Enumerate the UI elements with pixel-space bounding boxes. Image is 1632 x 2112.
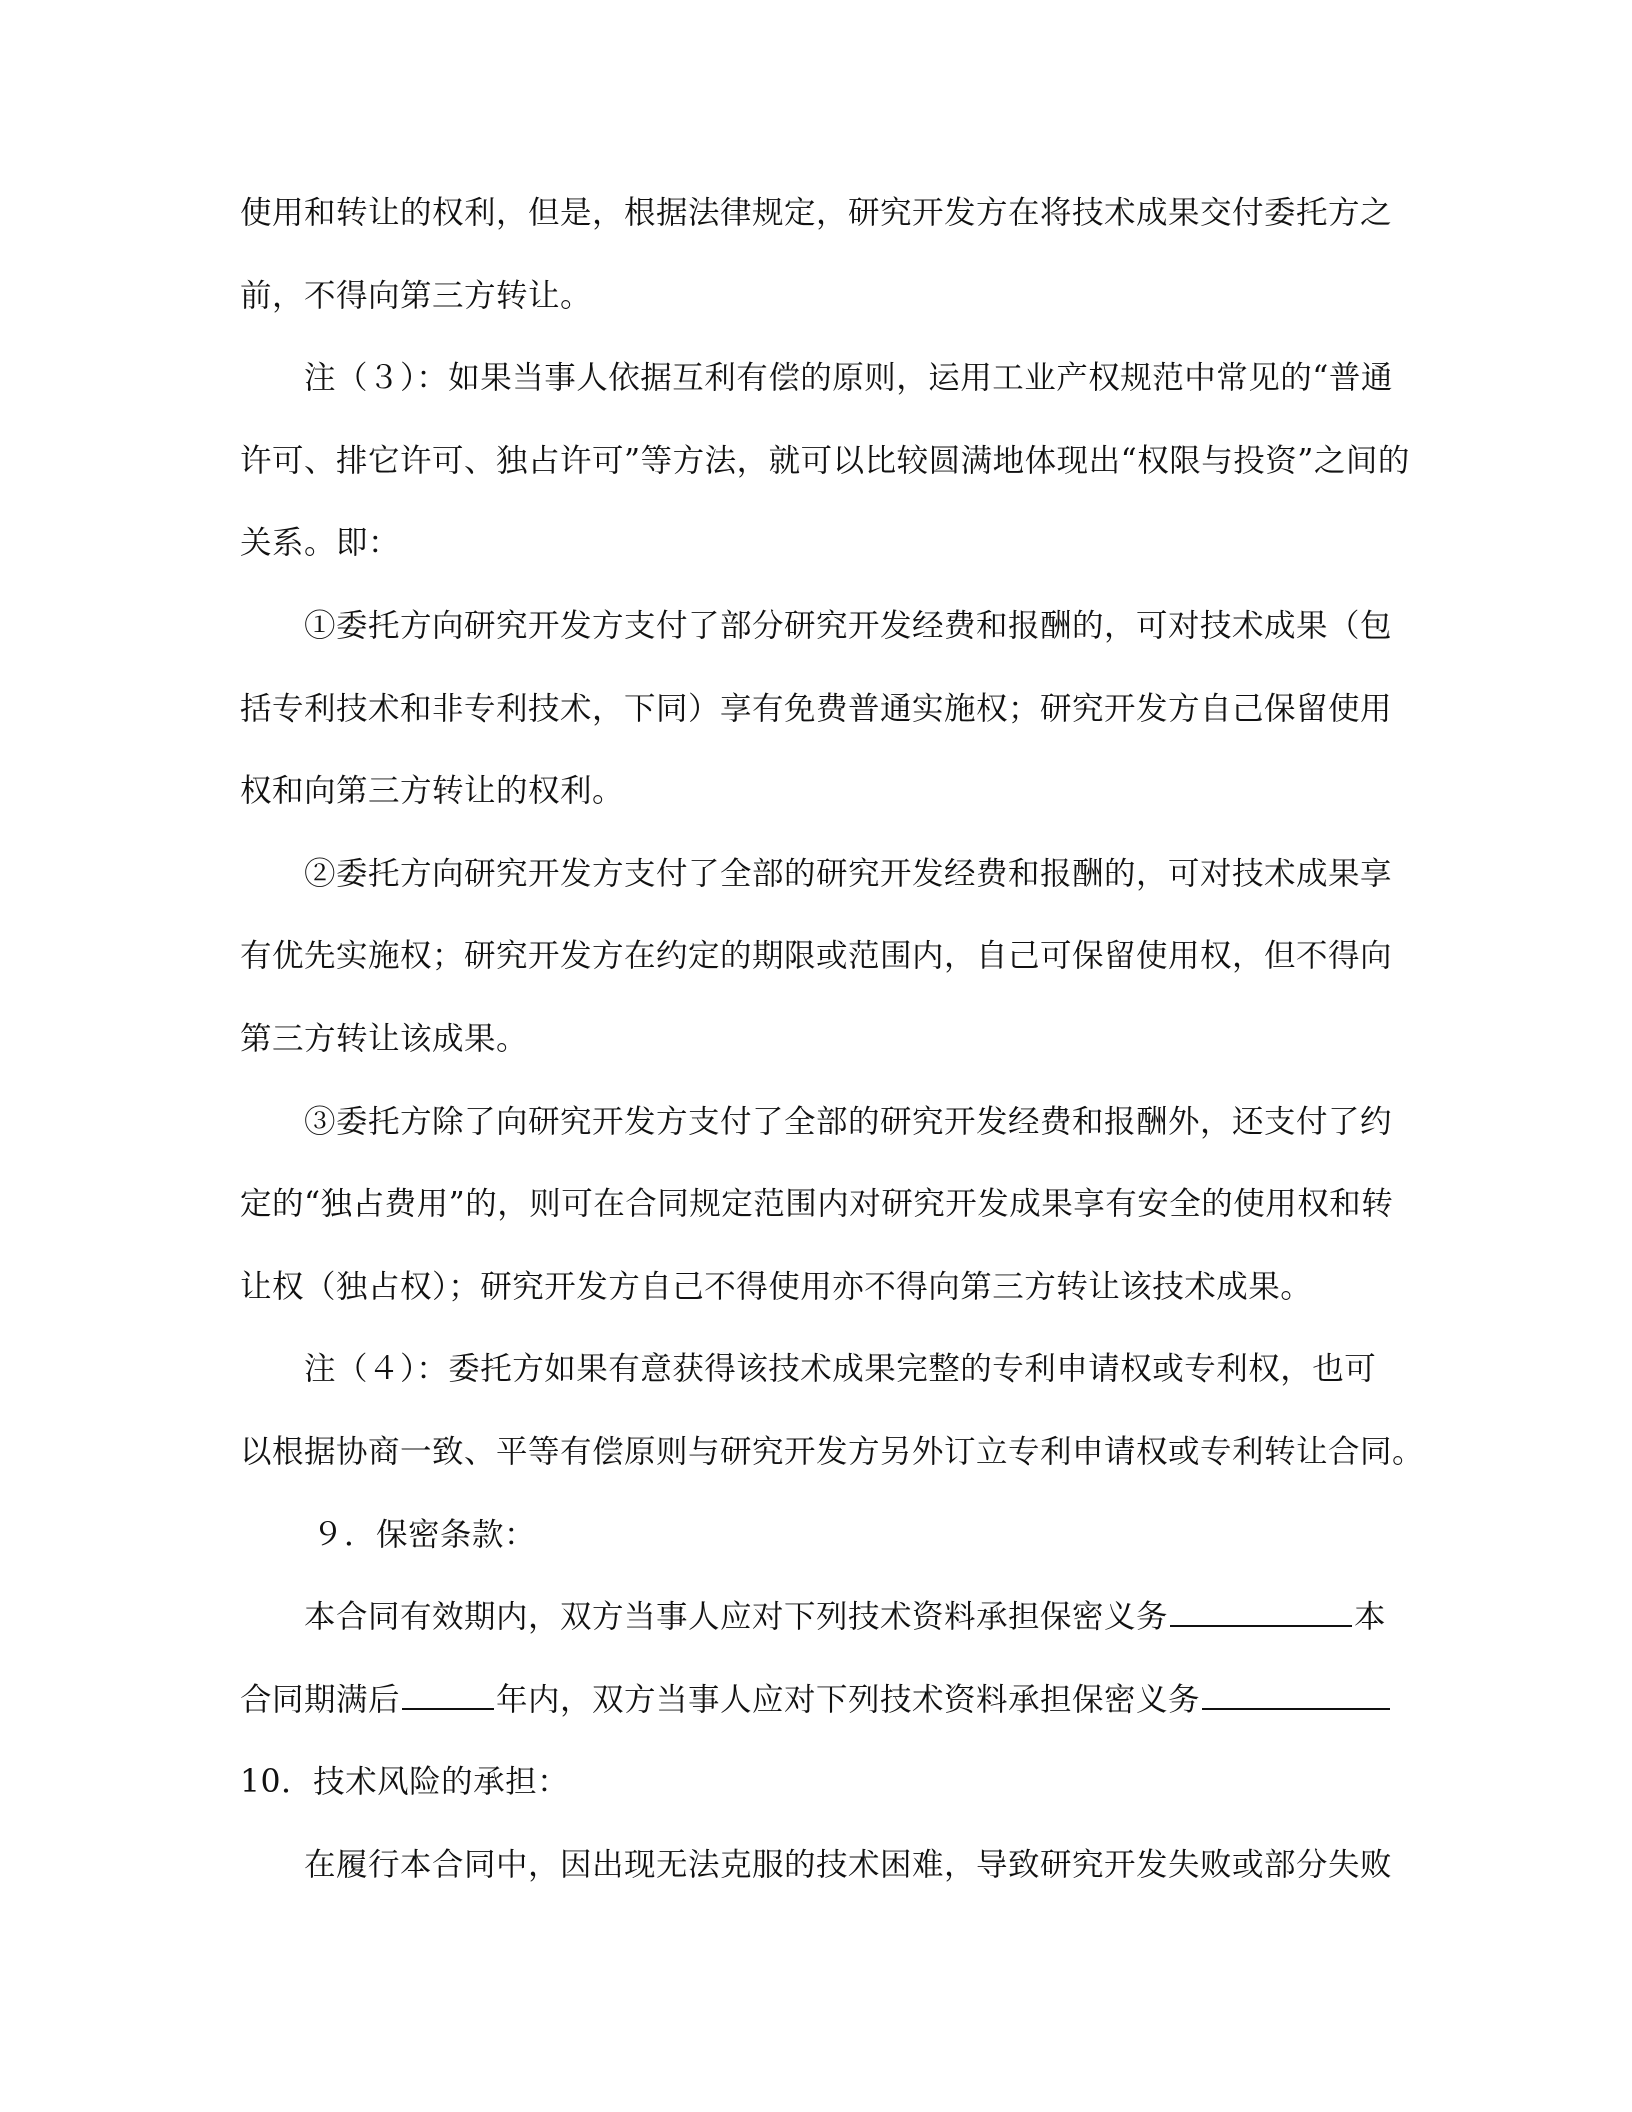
- paragraph-line: 使用和转让的权利，但是，根据法律规定，研究开发方在将技术成果交付委托方之: [240, 195, 1393, 231]
- fill-in-blank: [402, 1668, 494, 1710]
- confidentiality-text: 本: [1354, 1599, 1387, 1636]
- item-2-line: 有优先实施权；研究开发方在约定的期限或范围内，自己可保留使用权，但不得向: [240, 938, 1393, 975]
- confidentiality-line-2: [240, 1667, 1380, 1750]
- confidentiality-text: 年内，双方当事人应对下列技术资料承担保密义务: [496, 1681, 1201, 1718]
- note-3-line: 关系。即：: [240, 525, 401, 562]
- fill-in-blank: [1170, 1585, 1352, 1627]
- item-3-line: 让权（独占权）；研究开发方自己不得使用亦不得向第三方转让该技术成果。: [240, 1268, 1313, 1305]
- note-4-line: 以根据协商一致、平等有偿原则与研究开发方另外订立专利申请权或专利转让合同。: [240, 1433, 1425, 1470]
- item-2-line: 第三方转让该成果。: [240, 1020, 529, 1057]
- item-3-line: ③委托方除了向研究开发方支付了全部的研究开发经费和报酬外，还支付了约: [304, 1103, 1393, 1140]
- item-1-line: 括专利技术和非专利技术，下同）享有免费普通实施权；研究开发方自己保留使用: [240, 690, 1393, 727]
- section-10-text: 在履行本合同中，因出现无法克服的技术困难，导致研究开发失败或部分失败: [304, 1846, 1393, 1883]
- note-3-line: 许可、排它许可、独占许可”等方法，就可以比较圆满地体现出“权限与投资”之间的: [240, 442, 1410, 479]
- paragraph-line: 前，不得向第三方转让。: [240, 277, 593, 314]
- note-3-line: 注（３）：如果当事人依据互利有偿的原则，运用工业产权规范中常见的“普通: [304, 360, 1393, 397]
- item-2-line: ②委托方向研究开发方支付了全部的研究开发经费和报酬的，可对技术成果享: [304, 855, 1393, 892]
- confidentiality-text: 合同期满后: [240, 1681, 401, 1718]
- confidentiality-line-1: [240, 1584, 1387, 1667]
- document-body: [240, 180, 1425, 1914]
- item-1-line: 权和向第三方转让的权利。: [240, 773, 625, 810]
- item-1-line: ①委托方向研究开发方支付了部分研究开发经费和报酬的，可对技术成果（包: [304, 607, 1393, 644]
- confidentiality-text: 本合同有效期内，双方当事人应对下列技术资料承担保密义务: [304, 1599, 1169, 1636]
- item-3-line: 定的“独占费用”的，则可在合同规定范围内对研究开发成果享有安全的使用权和转: [240, 1186, 1394, 1223]
- section-10-heading: 10．技术风险的承担：: [240, 1764, 570, 1801]
- note-4-line: 注（４）：委托方如果有意获得该技术成果完整的专利申请权或专利权，也可: [304, 1351, 1377, 1388]
- fill-in-blank: [1202, 1668, 1390, 1710]
- section-9-heading: ９．保密条款：: [312, 1516, 537, 1553]
